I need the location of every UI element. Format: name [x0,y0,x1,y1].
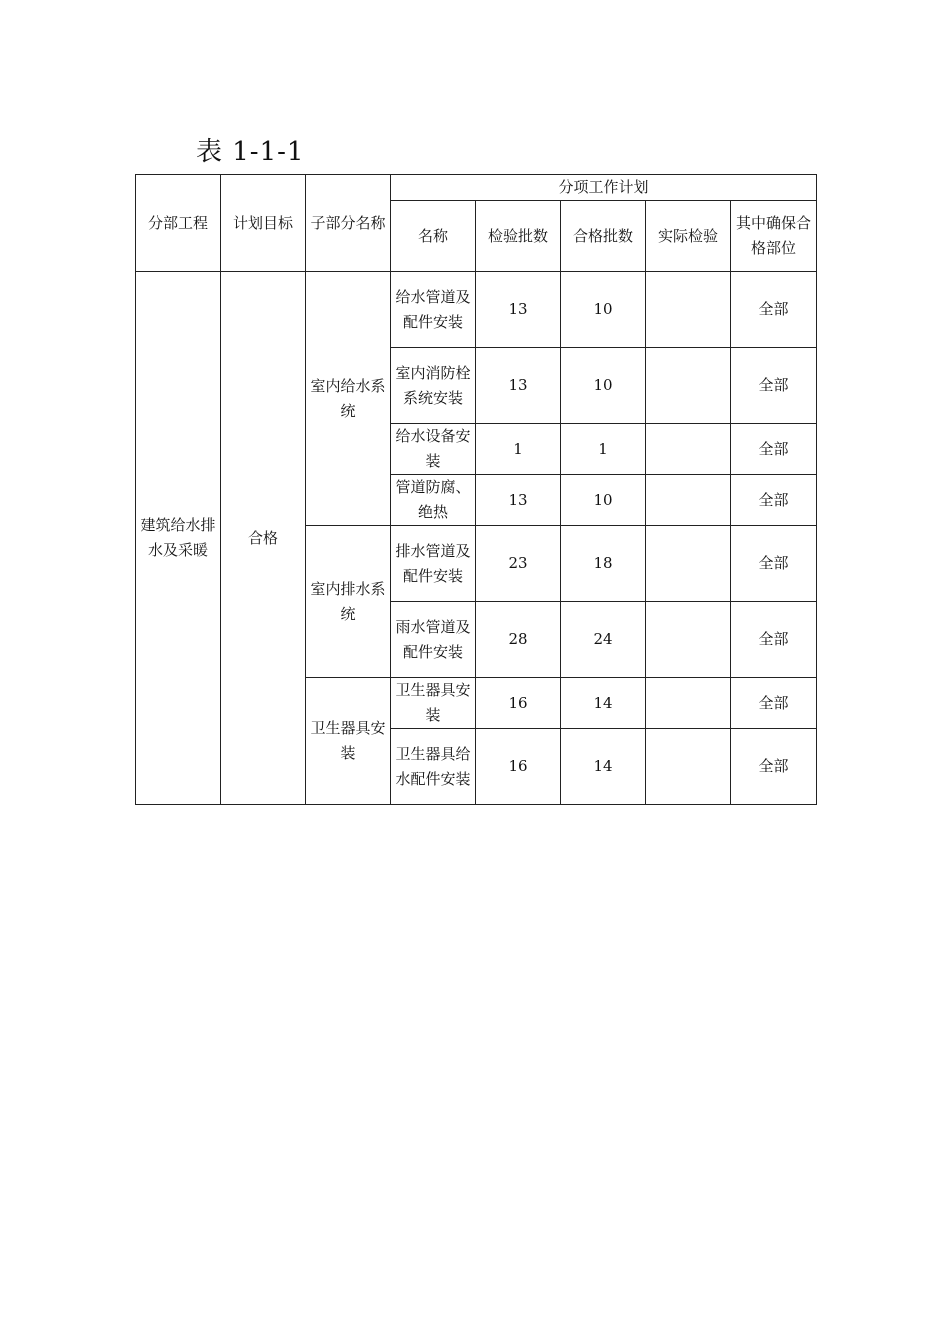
subdivision-cell: 室内给水系统 [306,272,391,526]
inspect-cell: 13 [476,272,561,348]
pass-cell: 1 [561,424,646,475]
header-inspect-batches: 检验批数 [476,201,561,272]
item-name-cell: 管道防腐、绝热 [391,475,476,526]
item-name-cell: 给水设备安装 [391,424,476,475]
guaranteed-cell: 全部 [731,348,817,424]
guaranteed-cell: 全部 [731,475,817,526]
table-caption: 表 1-1-1 [196,137,305,167]
pass-cell: 24 [561,602,646,678]
actual-cell [646,424,731,475]
inspect-cell: 23 [476,526,561,602]
item-name-cell: 给水管道及配件安装 [391,272,476,348]
inspect-cell: 28 [476,602,561,678]
inspect-cell: 13 [476,348,561,424]
item-name-cell: 卫生器具给水配件安装 [391,729,476,805]
header-guaranteed: 其中确保合格部位 [731,201,817,272]
actual-cell [646,678,731,729]
subdivision-cell: 室内排水系统 [306,526,391,678]
pass-cell: 10 [561,348,646,424]
pass-cell: 14 [561,729,646,805]
pass-cell: 10 [561,272,646,348]
header-target: 计划目标 [221,175,306,272]
item-name-cell: 雨水管道及配件安装 [391,602,476,678]
work-plan-table [135,174,817,805]
inspect-cell: 13 [476,475,561,526]
header-pass-batches: 合格批数 [561,201,646,272]
header-division: 分部工程 [136,175,221,272]
pass-cell: 10 [561,475,646,526]
header-group: 分项工作计划 [391,175,817,201]
inspect-cell: 16 [476,729,561,805]
guaranteed-cell: 全部 [731,526,817,602]
guaranteed-cell: 全部 [731,678,817,729]
division-cell: 建筑给水排水及采暖 [136,272,221,805]
actual-cell [646,526,731,602]
guaranteed-cell: 全部 [731,424,817,475]
item-name-cell: 室内消防栓系统安装 [391,348,476,424]
inspect-cell: 1 [476,424,561,475]
actual-cell [646,475,731,526]
inspect-cell: 16 [476,678,561,729]
target-cell: 合格 [221,272,306,805]
table-row [136,272,817,348]
header-name: 名称 [391,201,476,272]
actual-cell [646,729,731,805]
header-subdivision: 子部分名称 [306,175,391,272]
guaranteed-cell: 全部 [731,272,817,348]
pass-cell: 14 [561,678,646,729]
header-actual: 实际检验 [646,201,731,272]
item-name-cell: 卫生器具安装 [391,678,476,729]
pass-cell: 18 [561,526,646,602]
actual-cell [646,602,731,678]
guaranteed-cell: 全部 [731,729,817,805]
guaranteed-cell: 全部 [731,602,817,678]
subdivision-cell: 卫生器具安装 [306,678,391,805]
item-name-cell: 排水管道及配件安装 [391,526,476,602]
actual-cell [646,272,731,348]
actual-cell [646,348,731,424]
